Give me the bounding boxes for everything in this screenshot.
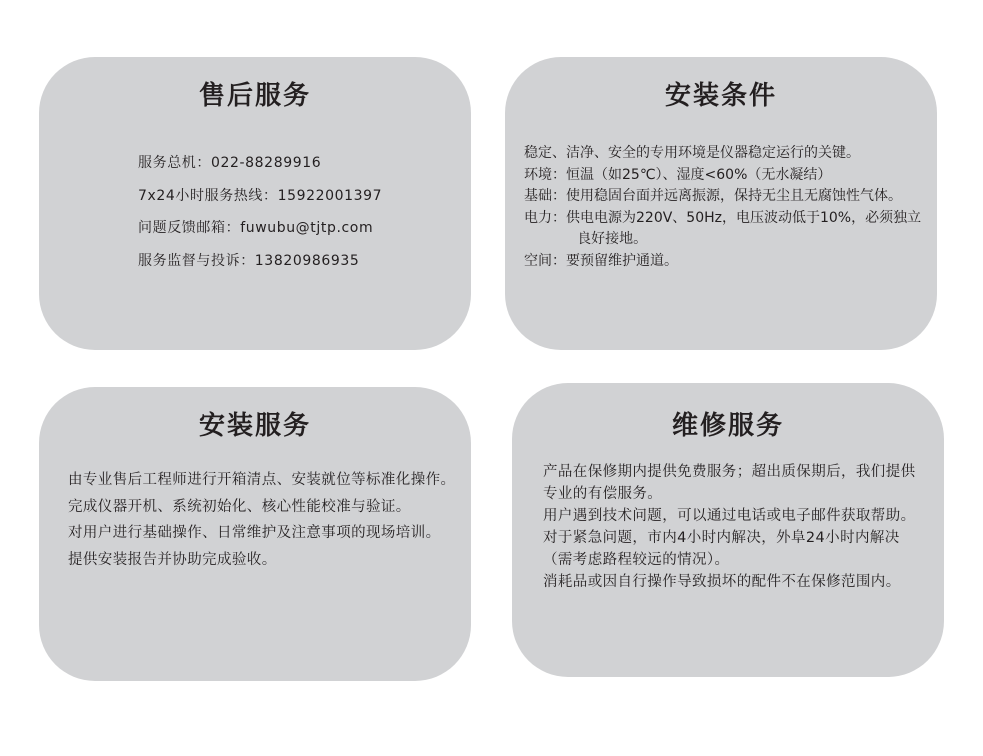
install-service-title: 安装服务 [198,411,311,441]
install-step-calibration: 完成仪器开机、系统初始化、核心性能校准与验证。 [68,498,411,515]
feedback-email: 问题反馈邮箱：fuwubu@tjtp.com [138,220,374,236]
after-sales-card [39,57,471,350]
conditions-intro: 稳定、洁净、安全的专用环境是仪器稳定运行的关键。 [524,145,860,161]
install-service-list [68,467,464,573]
repair-service-list [543,461,921,593]
condition-environment: 环境：恒温（如25℃）、湿度<60%（无水凝结） [524,166,832,183]
repair-service-title: 维修服务 [671,411,784,441]
service-hotline: 7x24小时服务热线：15922001397 [138,187,383,204]
repair-warranty: 产品在保修期内提供免费服务；超出质保期后，我们提供专业的有偿服务。 [543,464,916,502]
install-step-training: 对用户进行基础操作、日常维护及注意事项的现场培训。 [68,525,441,541]
repair-support-contact: 用户遇到技术问题，可以通过电话或电子邮件获取帮助。 [543,508,916,524]
install-service-card [39,387,471,681]
after-sales-title: 售后服务 [198,81,311,111]
install-conditions-title: 安装条件 [664,81,777,111]
condition-power: 电力：供电电源为220V、50Hz，电压波动低于10%，必须独立良好接地。 [524,209,922,247]
after-sales-contact-list [138,152,382,282]
condition-space: 空间：要预留维护通道。 [524,252,678,269]
install-conditions-list [524,143,934,272]
install-step-unpacking: 由专业售后工程师进行开箱清点、安装就位等标准化操作。 [68,472,456,488]
repair-response-time: 对于紧急问题，市内4小时内解决，外阜24小时内解决（需考虑路程较远的情况）。 [543,530,900,568]
install-step-acceptance: 提供安装报告并协助完成验收。 [68,551,277,568]
install-conditions-card [505,57,937,350]
repair-exclusions: 消耗品或因自行操作导致损坏的配件不在保修范围内。 [543,574,901,590]
condition-foundation: 基础：使用稳固台面并远离振源，保持无尘且无腐蚀性气体。 [524,188,902,204]
service-switchboard: 服务总机：022-88289916 [138,155,322,171]
complaint-phone: 服务监督与投诉：13820986935 [138,252,360,269]
repair-service-card [512,383,944,677]
